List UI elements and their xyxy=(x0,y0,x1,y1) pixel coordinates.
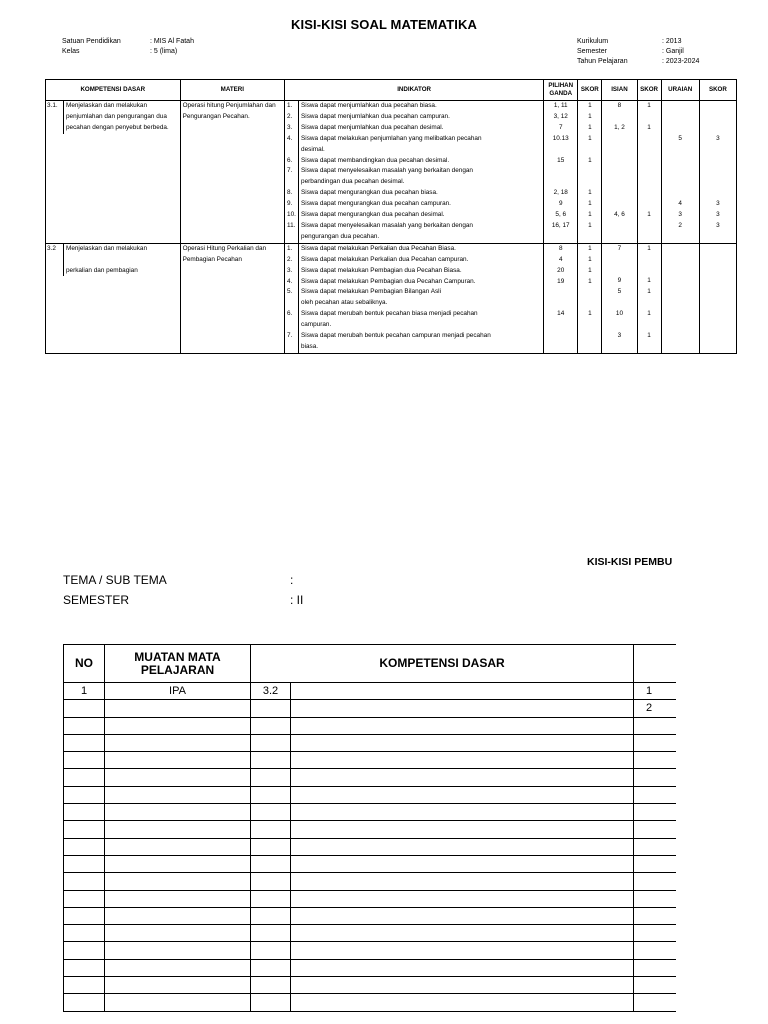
value xyxy=(604,134,634,145)
value: 15 xyxy=(557,156,565,164)
table-row xyxy=(64,804,698,821)
value: 10.13 xyxy=(552,134,569,142)
value xyxy=(640,266,659,277)
school-info-row xyxy=(62,37,194,47)
value xyxy=(664,155,697,166)
col-no-header: NO xyxy=(64,645,105,683)
value: 1 xyxy=(588,244,592,252)
value: 5, 6 xyxy=(555,211,567,219)
value: 1 xyxy=(647,210,651,218)
indicator-number: 3. xyxy=(285,266,299,277)
materi-cell: Operasi hitung Penjumlahan dan Pengurangan Pecahan. xyxy=(180,101,284,244)
value xyxy=(604,155,634,166)
table-row xyxy=(64,717,698,734)
value xyxy=(702,309,734,320)
indicator-item xyxy=(285,101,543,112)
indicator-number: 11. xyxy=(285,221,299,243)
kd-number: 3.2 xyxy=(47,244,56,252)
value: 1 xyxy=(588,200,592,208)
table-row xyxy=(64,959,698,976)
tema-info-label: TEMA / SUB TEMA xyxy=(63,573,167,587)
table-row xyxy=(64,925,698,942)
school-info-row xyxy=(62,47,194,57)
indicator-item xyxy=(285,112,543,123)
indicator-text: Siswa dapat mengurangkan dua pecahan campuran. xyxy=(301,200,451,208)
curriculum-info-value: : 2023-2024 xyxy=(662,58,700,65)
page-crop-edge xyxy=(676,600,768,1024)
pilihan-ganda-cell xyxy=(544,243,578,353)
value: 14 xyxy=(557,310,565,318)
value xyxy=(702,155,734,166)
value xyxy=(702,331,734,342)
curriculum-info-label: Kurikulum xyxy=(577,38,609,45)
table-row xyxy=(64,855,698,872)
row-no: 1 xyxy=(64,683,105,700)
kisi-kisi-table xyxy=(45,79,737,354)
value: 1 xyxy=(647,102,651,109)
indicator-item xyxy=(285,244,543,255)
value xyxy=(546,287,575,298)
indicator-number: 7. xyxy=(285,166,299,188)
value xyxy=(702,188,734,199)
value xyxy=(604,199,634,210)
value: 16, 17 xyxy=(551,221,570,229)
value: 1 xyxy=(588,211,592,219)
value: 1 xyxy=(588,277,592,285)
value: 8 xyxy=(617,102,622,109)
uraian-cell xyxy=(661,243,699,353)
indicator-text: Siswa dapat merubah bentuk pecahan campuran menjadi pecahan xyxy=(301,332,491,340)
kompetensi-dasar-cell xyxy=(46,243,181,353)
skor-uraian-cell xyxy=(699,101,736,244)
value: 3 xyxy=(617,331,622,339)
row-kd-no: 3.2 xyxy=(251,683,291,700)
kd-text: Menjelaskan dan melakukan xyxy=(66,244,147,252)
table-row xyxy=(64,734,698,751)
value: 1 xyxy=(588,123,592,131)
curriculum-info-label: Semester xyxy=(577,48,607,55)
value xyxy=(640,255,659,266)
value: 1, 11 xyxy=(553,102,568,109)
value: 1 xyxy=(588,310,592,318)
value xyxy=(604,221,634,232)
value: 1 xyxy=(588,112,592,120)
indicator-item xyxy=(285,277,543,288)
value: 20 xyxy=(557,266,565,274)
indicator-number: 6. xyxy=(285,309,299,331)
indicator-text: Siswa dapat melakukan Pembagian Bilangan Asli xyxy=(301,288,442,296)
value: 19 xyxy=(557,277,565,285)
value xyxy=(546,331,575,342)
value: 1 xyxy=(588,134,592,142)
tema-info-value: : xyxy=(290,573,294,587)
curriculum-info-value: : 2013 xyxy=(662,38,682,45)
kd-number: 3.1. xyxy=(47,102,58,109)
value: 3 xyxy=(716,200,720,208)
table-row xyxy=(64,683,698,700)
curriculum-info-label: Tahun Pelajaran xyxy=(577,58,628,65)
school-info-value: : MIS Al Fatah xyxy=(150,38,194,45)
col-muatan-header: MUATAN MATA PELAJARAN xyxy=(105,645,251,683)
value: 3 xyxy=(716,210,720,218)
column-header: SKOR xyxy=(578,80,602,101)
value: 1 xyxy=(588,156,592,164)
row-kd-text xyxy=(291,683,634,700)
value: 9 xyxy=(558,200,563,208)
column-header: ISIAN xyxy=(602,80,637,101)
indicator-text: desimal. xyxy=(301,145,325,153)
curriculum-info xyxy=(577,37,699,67)
indicator-number: 2. xyxy=(285,255,299,266)
table-row xyxy=(64,873,698,890)
tema-info-row xyxy=(63,590,303,610)
row-right-number: 2 xyxy=(634,700,698,717)
indicator-text: pengurangan dua pecahan. xyxy=(301,232,380,240)
value xyxy=(640,134,659,145)
value xyxy=(702,276,734,287)
indicator-text: Siswa dapat menjumlahkan dua pecahan biasa. xyxy=(301,102,437,109)
value xyxy=(604,166,634,177)
competency-row xyxy=(46,243,737,353)
value xyxy=(702,112,734,123)
table-header-row xyxy=(46,80,737,101)
indicator-number: 6. xyxy=(285,156,299,167)
indicator-number: 1. xyxy=(285,101,299,112)
indicator-text: biasa. xyxy=(301,342,319,350)
school-info-label: Kelas xyxy=(62,48,80,55)
indicator-text: Siswa dapat melakukan Perkalian dua Pecahan Biasa. xyxy=(301,244,456,252)
value xyxy=(604,188,634,199)
value xyxy=(702,266,734,277)
value: 4 xyxy=(558,255,563,263)
school-info-label: Satuan Pendidikan xyxy=(62,38,121,45)
tema-info xyxy=(63,570,303,610)
value: 1 xyxy=(647,244,651,252)
indicator-number: 5. xyxy=(285,287,299,309)
row-muatan: IPA xyxy=(105,683,251,700)
indicator-number: 9. xyxy=(285,199,299,210)
indicator-number: 3. xyxy=(285,123,299,134)
curriculum-info-row xyxy=(577,37,699,47)
indicator-text: Siswa dapat melakukan Perkalian dua Pecahan campuran. xyxy=(301,255,469,263)
indicator-number: 8. xyxy=(285,188,299,199)
skor-isian-cell xyxy=(637,101,661,244)
skor-isian-cell xyxy=(637,243,661,353)
indicator-item xyxy=(285,123,543,134)
second-document-title: KISI-KISI PEMBU xyxy=(587,556,673,568)
value xyxy=(640,112,659,123)
column-header: SKOR xyxy=(699,80,736,101)
indicator-number: 1. xyxy=(285,244,299,255)
tema-table xyxy=(63,644,698,1012)
value: 1 xyxy=(588,266,592,274)
indicator-item xyxy=(285,199,543,210)
value: 7 xyxy=(617,244,622,252)
value xyxy=(664,255,697,266)
value xyxy=(664,244,697,255)
value: 3 xyxy=(678,210,682,218)
value: 1 xyxy=(588,189,592,197)
value xyxy=(664,276,697,287)
indicator-item xyxy=(285,331,543,353)
value xyxy=(640,166,659,177)
indicator-text: perbandingan dua pecahan desimal. xyxy=(301,178,405,186)
tema-info-row xyxy=(63,570,303,590)
value: 1 xyxy=(588,102,592,109)
tema-info-value: : II xyxy=(290,593,304,607)
value xyxy=(640,155,659,166)
value: 8 xyxy=(558,244,563,252)
table-row xyxy=(64,821,698,838)
value xyxy=(604,255,634,266)
school-info xyxy=(62,37,194,57)
value xyxy=(640,199,659,210)
value xyxy=(702,101,734,112)
value: 5 xyxy=(617,288,622,296)
value xyxy=(640,221,659,232)
value xyxy=(664,101,697,112)
indikator-cell xyxy=(285,101,544,244)
value xyxy=(580,331,599,342)
value xyxy=(580,287,599,298)
value: 3 xyxy=(716,134,720,142)
value xyxy=(702,255,734,266)
curriculum-info-row xyxy=(577,57,699,67)
value xyxy=(664,112,697,123)
column-header: SKOR xyxy=(637,80,661,101)
value: 10 xyxy=(615,310,624,318)
value: 5 xyxy=(678,134,682,142)
isian-cell xyxy=(602,243,637,353)
indikator-cell xyxy=(285,243,544,353)
column-header: URAIAN xyxy=(661,80,699,101)
value: 2, 18 xyxy=(553,189,568,197)
indicator-text: campuran. xyxy=(301,321,332,329)
value: 7 xyxy=(558,123,563,131)
row-right-number: 1 xyxy=(634,683,698,700)
column-header: KOMPETENSI DASAR xyxy=(46,80,181,101)
value xyxy=(664,287,697,298)
table-row xyxy=(64,786,698,803)
table-row xyxy=(64,769,698,786)
table-row xyxy=(64,838,698,855)
skor-pg-cell xyxy=(578,243,602,353)
isian-cell xyxy=(602,101,637,244)
indicator-item xyxy=(285,156,543,167)
value: 1 xyxy=(647,331,651,339)
value xyxy=(702,287,734,298)
document-title: KISI-KISI SOAL MATEMATIKA xyxy=(291,17,477,32)
value xyxy=(702,166,734,177)
indicator-text: Siswa dapat melakukan Pembagian dua Pecahan Biasa. xyxy=(301,266,462,274)
indicator-text: Siswa dapat menyelesaikan masalah yang berkaitan dengan xyxy=(301,167,473,175)
pilihan-ganda-cell xyxy=(544,101,578,244)
table-row xyxy=(64,977,698,994)
value: 1 xyxy=(647,310,651,318)
value xyxy=(604,112,634,123)
value xyxy=(604,266,634,277)
value: 3, 12 xyxy=(553,112,568,120)
value: 2 xyxy=(678,221,682,229)
skor-uraian-cell xyxy=(699,243,736,353)
indicator-item xyxy=(285,210,543,221)
table-row xyxy=(64,890,698,907)
value xyxy=(702,123,734,134)
value: 1 xyxy=(647,288,651,296)
indicator-item xyxy=(285,309,543,331)
value xyxy=(664,188,697,199)
value xyxy=(664,331,697,342)
indicator-item xyxy=(285,188,543,199)
column-header: MATERI xyxy=(180,80,284,101)
curriculum-info-value: : Ganjil xyxy=(662,48,684,55)
column-header: PILIHAN GANDA xyxy=(544,80,578,101)
school-info-value: : 5 (lima) xyxy=(150,48,178,55)
indicator-text: Siswa dapat membandingkan dua pecahan desimal. xyxy=(301,156,450,164)
column-header: INDIKATOR xyxy=(285,80,544,101)
table-row xyxy=(64,994,698,1011)
value: 4 xyxy=(678,200,682,208)
indicator-item xyxy=(285,166,543,188)
indicator-item xyxy=(285,255,543,266)
indicator-item xyxy=(285,221,543,243)
materi-cell: Operasi Hitung Perkalian dan Pembagian Pecahan xyxy=(180,243,284,353)
value: 1, 2 xyxy=(614,123,625,131)
value xyxy=(664,166,697,177)
indicator-text: Siswa dapat menjumlahkan dua pecahan desimal. xyxy=(301,123,444,131)
indicator-number: 2. xyxy=(285,112,299,123)
indicator-number: 10. xyxy=(285,210,299,221)
uraian-cell xyxy=(661,101,699,244)
kd-text-continued: perkalian dan pembagian xyxy=(66,266,138,274)
value xyxy=(640,188,659,199)
value xyxy=(664,266,697,277)
indicator-item xyxy=(285,287,543,309)
value: 9 xyxy=(617,277,622,285)
value: 3 xyxy=(716,221,720,229)
value: 1 xyxy=(647,277,651,285)
indicator-item xyxy=(285,134,543,156)
table-row xyxy=(64,752,698,769)
competency-row xyxy=(46,101,737,244)
indicator-number: 7. xyxy=(285,331,299,353)
indicator-text: Siswa dapat mengurangkan dua pecahan biasa. xyxy=(301,189,438,197)
indicator-text: Siswa dapat mengurangkan dua pecahan desimal. xyxy=(301,211,445,219)
indicator-text: Siswa dapat menyelesaikan masalah yang berkaitan dengan xyxy=(301,221,473,229)
value: 1 xyxy=(588,255,592,263)
curriculum-info-row xyxy=(577,47,699,57)
kd-text: Menjelaskan dan melakukan penjumlahan dan pengurangan dua pecahan dengan penyebut berbeda. xyxy=(66,102,169,131)
indicator-number: 4. xyxy=(285,134,299,156)
col-kd-header: KOMPETENSI DASAR xyxy=(251,645,634,683)
indicator-number: 4. xyxy=(285,277,299,288)
value xyxy=(546,166,575,177)
value xyxy=(664,309,697,320)
indicator-text: Siswa dapat merubah bentuk pecahan biasa menjadi pecahan xyxy=(301,310,478,318)
table-row xyxy=(64,700,698,717)
value xyxy=(580,166,599,177)
value: 4, 6 xyxy=(614,210,625,218)
indicator-text: oleh pecahan atau sebaliknya. xyxy=(301,299,388,307)
skor-pg-cell xyxy=(578,101,602,244)
table-row xyxy=(64,907,698,924)
table-row xyxy=(64,942,698,959)
indicator-text: Siswa dapat menjumlahkan dua pecahan campuran. xyxy=(301,112,450,120)
value xyxy=(702,244,734,255)
value xyxy=(664,123,697,134)
value: 1 xyxy=(588,221,592,229)
value: 1 xyxy=(647,123,651,131)
indicator-text: Siswa dapat melakukan penjumlahan yang melibatkan pecahan xyxy=(301,134,482,142)
indicator-item xyxy=(285,266,543,277)
tema-info-label: SEMESTER xyxy=(63,593,130,607)
indicator-text: Siswa dapat melakukan Pembagian dua Pecahan Campuran. xyxy=(301,277,476,285)
kompetensi-dasar-cell xyxy=(46,101,181,244)
